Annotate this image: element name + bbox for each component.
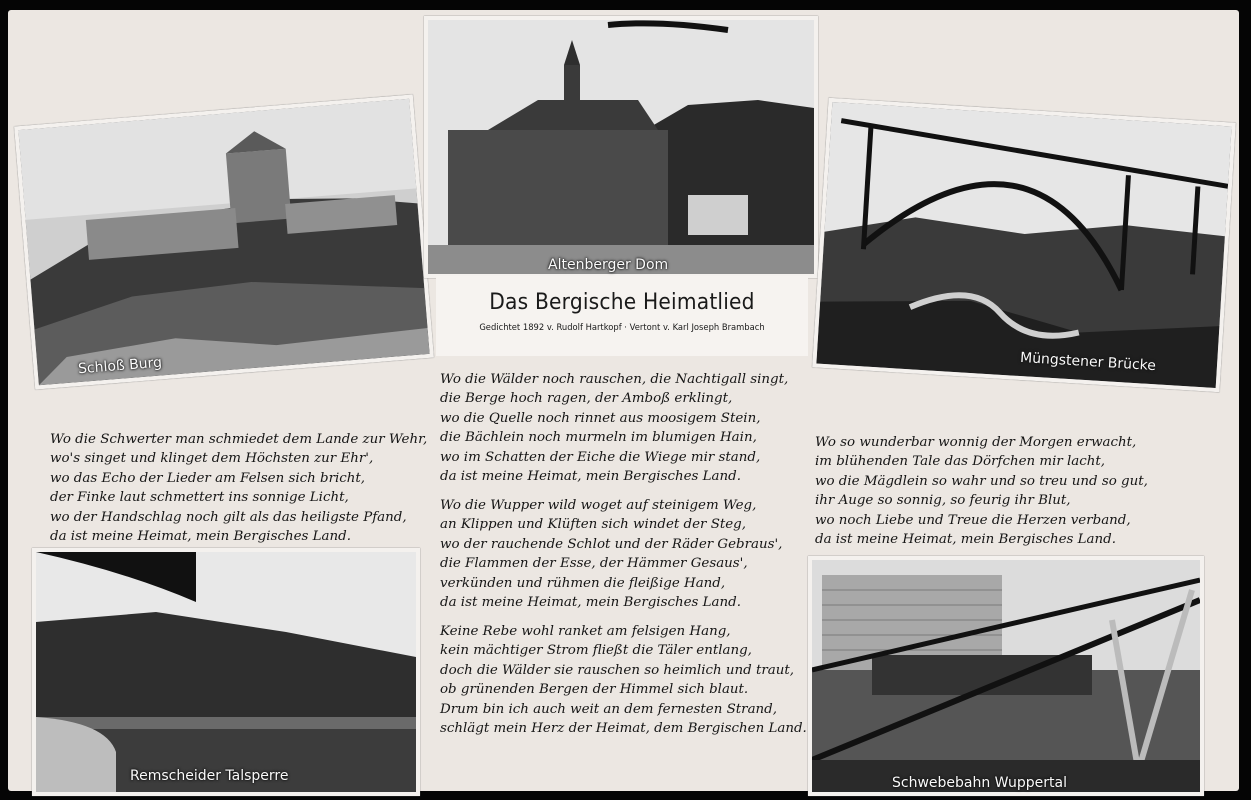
verse-line: wo der Handschlag noch gilt als das heiligste Pfand, — [50, 509, 407, 525]
photo-remscheider-talsperre — [32, 548, 420, 796]
page-subtitle: Gedichtet 1892 v. Rudolf Hartkopf · Vertont v. Karl Joseph Brambach — [479, 323, 765, 333]
photo-muengstener-bruecke — [812, 98, 1236, 392]
caption-schloss-burg: Schloß Burg — [77, 354, 163, 378]
verse-line: Drum bin ich auch weit an dem fernesten Strand, — [440, 701, 778, 717]
verse-line: verkünden und rühmen die fleißige Hand, — [440, 575, 726, 591]
photo-schwebebahn — [808, 556, 1204, 796]
caption-schwebebahn: Schwebebahn Wuppertal — [892, 775, 1067, 791]
caption-altenberger-dom: Altenberger Dom — [548, 257, 669, 273]
verse-line: Wo die Schwerter man schmiedet dem Lande zur Wehr, — [50, 432, 428, 447]
verse-line: Wo die Wupper wild woget auf steinigem Weg, — [440, 498, 757, 513]
verse-line: wo das Echo der Lieder am Felsen sich bricht, — [50, 470, 366, 486]
photo-schloss-burg — [14, 94, 434, 389]
verse-line: Keine Rebe wohl ranket am felsigen Hang, — [440, 624, 731, 639]
verse-line: wo noch Liebe und Treue die Herzen verband, — [815, 512, 1131, 528]
verse-left — [50, 430, 427, 546]
verse-line: Wo die Wälder noch rauschen, die Nachtigall singt, — [440, 372, 789, 387]
verse-line: wo's singet und klinget dem Höchsten zur Ehr', — [50, 451, 374, 467]
verse-line: kein mächtiger Strom fließt die Täler entlang, — [440, 643, 752, 659]
verse-line: Wo so wunderbar wonnig der Morgen erwacht, — [815, 435, 1137, 450]
verse-line: da ist meine Heimat, mein Bergisches Land. — [50, 529, 351, 545]
photo-altenberger-dom — [424, 16, 818, 278]
verse-line: im blühenden Tale das Dörfchen mir lacht, — [815, 454, 1106, 470]
page-title: Das Bergische Heimatlied — [489, 290, 755, 315]
verse-line: doch die Wälder sie rauschen so heimlich und traut, — [440, 662, 794, 678]
verse-line: die Flammen der Esse, der Hämmer Gesaus', — [440, 556, 748, 572]
verse-line: da ist meine Heimat, mein Bergisches Land. — [440, 595, 741, 611]
verse-line: schlägt mein Herz der Heimat, dem Bergischen Land. — [440, 721, 807, 737]
verse-line: wo der rauchende Schlot und der Räder Gebraus', — [440, 536, 783, 552]
verse-right — [815, 433, 1148, 549]
verse-line: der Finke laut schmettert ins sonnige Licht, — [50, 490, 349, 506]
verse-line: die Berge hoch ragen, der Amboß erklingt, — [440, 391, 733, 407]
verse-line: ihr Auge so sonnig, so feurig ihr Blut, — [815, 493, 1071, 509]
title-block — [436, 276, 808, 356]
verse-center-2 — [440, 496, 782, 612]
caption-remscheider-talsperre: Remscheider Talsperre — [130, 768, 289, 784]
verse-line: wo die Quelle noch rinnet aus moosigem Stein, — [440, 410, 761, 426]
verse-center-3 — [440, 622, 807, 738]
verse-line: an Klippen und Klüften sich windet der Steg, — [440, 517, 747, 533]
verse-center-1 — [440, 370, 788, 486]
caption-muengstener-bruecke: Müngstener Brücke — [1019, 349, 1157, 375]
verse-line: da ist meine Heimat, mein Bergisches Land. — [440, 469, 741, 485]
verse-line: wo im Schatten der Eiche die Wiege mir stand, — [440, 449, 761, 465]
verse-line: die Bächlein noch murmeln im blumigen Hain, — [440, 430, 757, 446]
verse-line: ob grünenden Bergen der Himmel sich blaut. — [440, 682, 749, 698]
verse-line: wo die Mägdlein so wahr und so treu und so gut, — [815, 473, 1148, 489]
verse-line: da ist meine Heimat, mein Bergisches Land. — [815, 532, 1116, 548]
